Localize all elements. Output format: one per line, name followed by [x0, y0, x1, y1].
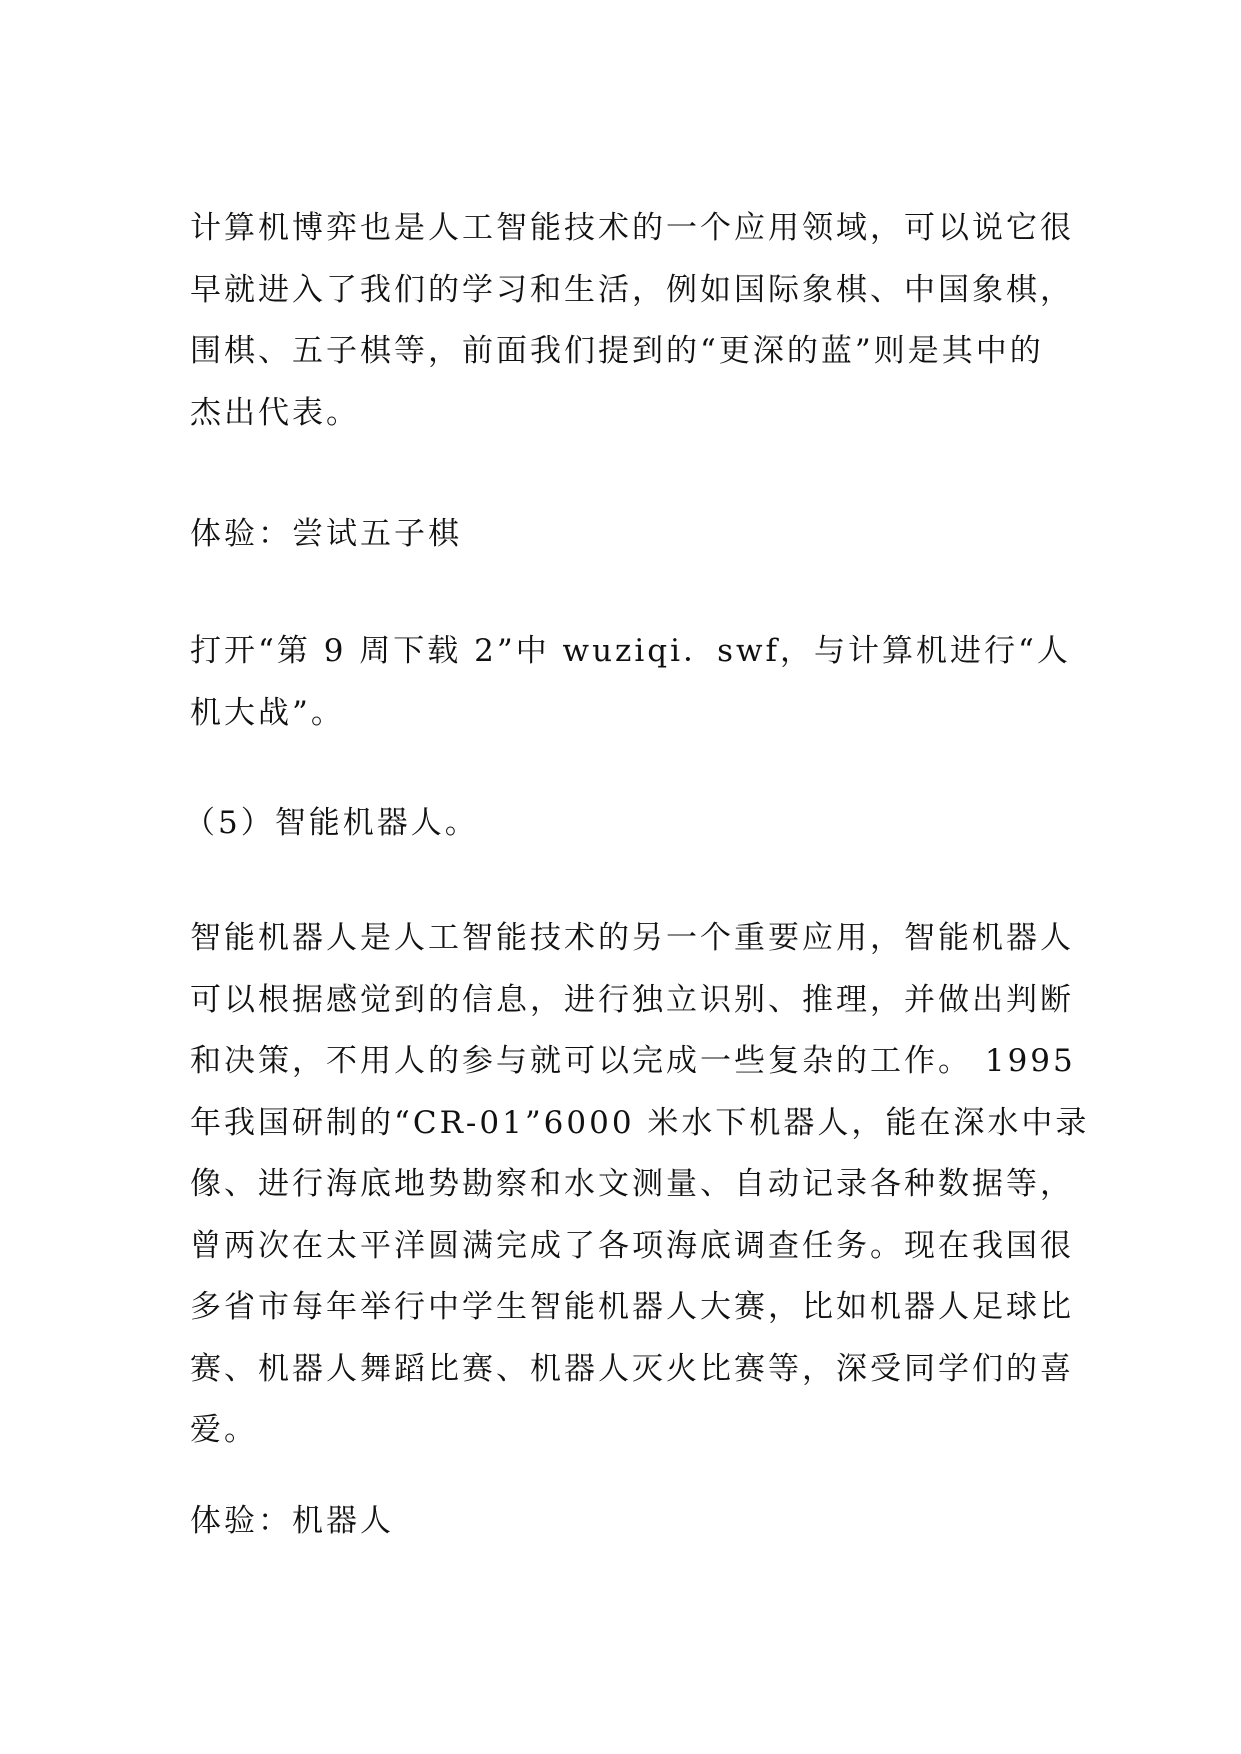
- text-line: 早就进入了我们的学习和生活，例如国际象棋、中国象棋，: [190, 271, 1074, 308]
- text-line: 智能机器人是人工智能技术的另一个重要应用，智能机器人: [190, 920, 1074, 956]
- heading-experience-robot: [190, 1491, 1090, 1553]
- text-line: 可以根据感觉到的信息，进行独立识别、推理，并做出判断: [190, 981, 1074, 1018]
- text-line: 多省市每年举行中学生智能机器人大赛，比如机器人足球比: [190, 1289, 1074, 1325]
- text-line: 赛、机器人舞蹈比赛、机器人灭火比赛等，深受同学们的喜: [190, 1350, 1074, 1387]
- paragraph-robot-description: [190, 908, 1090, 1462]
- text-line: 打开“第 9 周下载 2”中 wuziqi．swf，与计算机进行“人: [190, 633, 1071, 669]
- text-line: （5）智能机器人。: [184, 805, 479, 841]
- text-line: 年我国研制的“CR-01”6000 米水下机器人，能在深水中录: [190, 1104, 1090, 1141]
- heading-section-intelligent-robot: [184, 793, 1084, 855]
- heading-experience-gomoku: [190, 504, 1090, 566]
- paragraph-gomoku-instructions: [190, 621, 1090, 744]
- text-line: 爱。: [190, 1412, 258, 1448]
- text-line: 计算机博弈也是人工智能技术的一个应用领域，可以说它很: [190, 210, 1074, 246]
- text-line: 体验：尝试五子棋: [190, 516, 462, 552]
- text-line: 曾两次在太平洋圆满完成了各项海底调查任务。现在我国很: [190, 1227, 1074, 1264]
- text-line: 围棋、五子棋等，前面我们提到的“更深的蓝”则是其中的: [190, 333, 1044, 369]
- text-line: 体验：机器人: [190, 1503, 394, 1539]
- text-line: 和决策，不用人的参与就可以完成一些复杂的工作。 1995: [190, 1043, 1076, 1079]
- paragraph-computer-game-intro: [190, 198, 1090, 444]
- text-line: 像、进行海底地势勘察和水文测量、自动记录各种数据等，: [190, 1166, 1074, 1202]
- text-line: 机大战”。: [190, 694, 345, 731]
- text-line: 杰出代表。: [190, 394, 360, 431]
